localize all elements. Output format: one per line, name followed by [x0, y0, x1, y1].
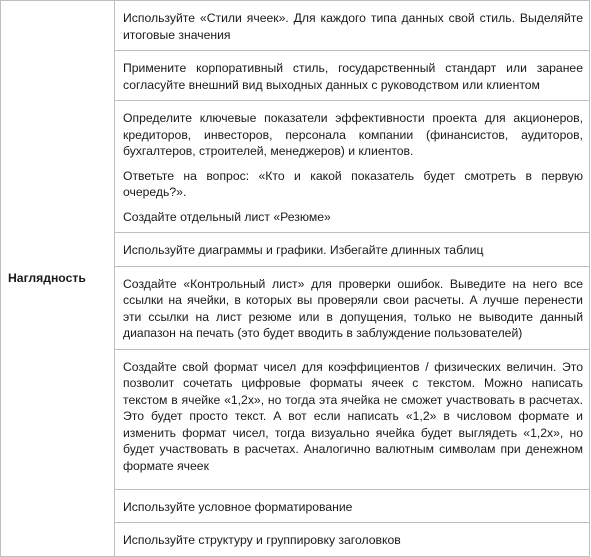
table-cell — [115, 101, 590, 233]
category-label: Наглядность — [1, 1, 115, 557]
table-cell — [115, 266, 590, 349]
table-cell — [115, 51, 590, 101]
cell-paragraph: Примените корпоративный стиль, государственный стандарт или заранее согласуйте внешний вид выходных данных с руководством или клиентом — [123, 61, 583, 92]
cell-paragraph: Создайте свой формат чисел для коэффициентов / физических величин. Это позволит сочетать цифровые форматы ячеек с текстом. Можно написать текстом в ячейке «1,2х», но тогда эта ячейка не сможет участвовать в расчетах. Это будет просто текст. А вот если написать «1,2» в числовом формате и изменить формат чисел, тогда визуально ячейка будет выглядеть «1,2х», но будет участвовать в расчетах. Аналогично валютным символам при денежном формате ячеек — [123, 359, 583, 473]
table-cell — [115, 349, 590, 489]
cell-paragraph: Используйте условное форматирование — [123, 499, 353, 514]
cell-paragraph: Определите ключевые показатели эффективности проекта для акционеров, кредиторов, инвесторов, персонала компании (финансистов, аудиторов, бухгалтеров, строителей, менеджеров) и клиентов. — [123, 111, 583, 158]
table-cell — [115, 523, 590, 557]
table-cell — [115, 233, 590, 267]
cell-paragraph: Используйте диаграммы и графики. Избегайте длинных таблиц — [123, 243, 484, 257]
cell-paragraph: Используйте структуру и группировку заголовков — [123, 533, 401, 547]
cell-paragraph: Создайте «Контрольный лист» для проверки ошибок. Выведите на него все ссылки на ячейки, в которых вы проверяли свои расчеты. А лучше перенести эти ссылки на лист резюме или в допущения, только не выводите данный диапазон на печать (это будет вводить в заблуждение пользователей) — [123, 276, 583, 340]
cell-paragraph: Ответьте на вопрос: «Кто и какой показатель будет смотреть в первую очередь?». — [123, 168, 583, 199]
cell-paragraph: Используйте «Стили ячеек». Для каждого типа данных свой стиль. Выделяйте итоговые значения — [123, 11, 583, 42]
cell-paragraph: Создайте отдельный лист «Резюме» — [123, 209, 331, 224]
table-cell — [115, 1, 590, 51]
table-row — [1, 1, 590, 51]
table-cell — [115, 489, 590, 523]
